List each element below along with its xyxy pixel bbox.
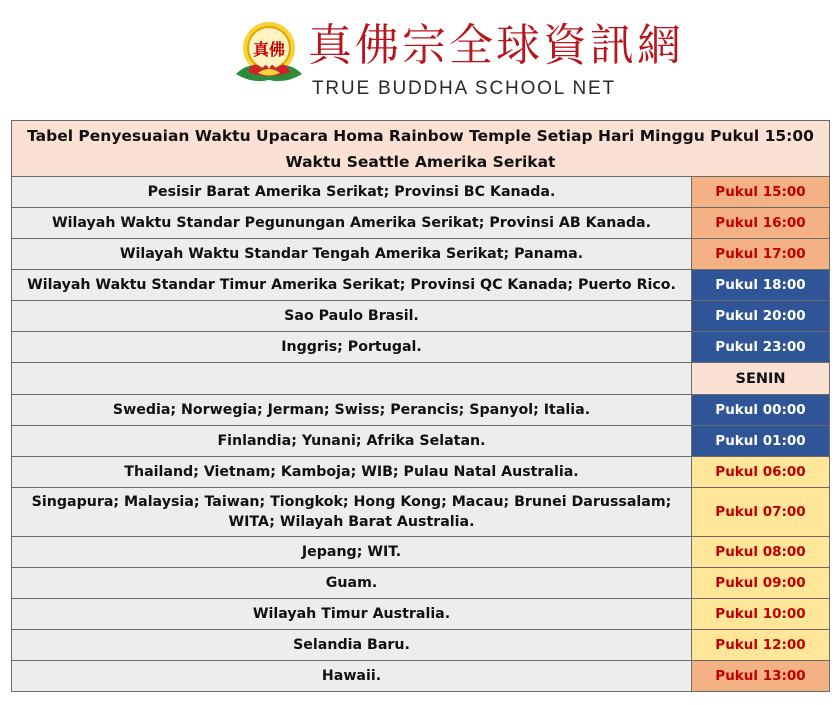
location-cell: Hawaii. — [12, 661, 692, 692]
location-cell: Wilayah Waktu Standar Tengah Amerika Serikat; Panama. — [12, 239, 692, 270]
time-cell: Pukul 01:00 — [692, 426, 830, 457]
schedule-table-container — [11, 120, 829, 692]
time-cell: Pukul 16:00 — [692, 208, 830, 239]
time-cell: Pukul 23:00 — [692, 332, 830, 363]
location-cell: Jepang; WIT. — [12, 537, 692, 568]
table-row — [12, 568, 830, 599]
location-cell: Thailand; Vietnam; Kamboja; WIB; Pulau Natal Australia. — [12, 457, 692, 488]
time-cell: Pukul 00:00 — [692, 395, 830, 426]
time-cell: Pukul 06:00 — [692, 457, 830, 488]
table-row — [12, 395, 830, 426]
time-cell: Pukul 20:00 — [692, 301, 830, 332]
day-separator-row — [12, 363, 830, 395]
svg-text:真佛: 真佛 — [252, 40, 286, 59]
table-row — [12, 426, 830, 457]
time-cell: Pukul 18:00 — [692, 270, 830, 301]
location-cell: Guam. — [12, 568, 692, 599]
table-row — [12, 177, 830, 208]
site-title-english: TRUE BUDDHA SCHOOL NET — [312, 78, 616, 99]
location-cell: Wilayah Waktu Standar Pegunungan Amerika Serikat; Provinsi AB Kanada. — [12, 208, 692, 239]
time-cell: Pukul 07:00 — [692, 488, 830, 537]
location-cell: Finlandia; Yunani; Afrika Selatan. — [12, 426, 692, 457]
table-row — [12, 239, 830, 270]
location-cell: Inggris; Portugal. — [12, 332, 692, 363]
schedule-table — [11, 120, 830, 692]
table-row — [12, 332, 830, 363]
table-row — [12, 661, 830, 692]
location-cell: Wilayah Timur Australia. — [12, 599, 692, 630]
time-cell: Pukul 10:00 — [692, 599, 830, 630]
table-row — [12, 599, 830, 630]
time-cell: Pukul 12:00 — [692, 630, 830, 661]
table-row — [12, 457, 830, 488]
lotus-emblem-icon — [232, 18, 306, 92]
table-row — [12, 488, 830, 537]
location-cell: Pesisir Barat Amerika Serikat; Provinsi BC Kanada. — [12, 177, 692, 208]
table-row — [12, 208, 830, 239]
site-title-chinese: 真佛宗全球資訊網 — [308, 20, 684, 71]
location-cell: Sao Paulo Brasil. — [12, 301, 692, 332]
table-title-row — [12, 121, 830, 177]
day-label: SENIN — [692, 363, 830, 395]
site-header — [0, 0, 837, 118]
table-row — [12, 270, 830, 301]
time-cell: Pukul 17:00 — [692, 239, 830, 270]
table-title: Tabel Penyesuaian Waktu Upacara Homa Rainbow Temple Setiap Hari Minggu Pukul 15:00 Waktu Seattle Amerika Serikat — [12, 121, 830, 177]
table-row — [12, 301, 830, 332]
time-cell: Pukul 15:00 — [692, 177, 830, 208]
location-cell: Selandia Baru. — [12, 630, 692, 661]
table-row — [12, 537, 830, 568]
time-cell: Pukul 09:00 — [692, 568, 830, 599]
time-cell: Pukul 08:00 — [692, 537, 830, 568]
table-row — [12, 630, 830, 661]
location-cell: Swedia; Norwegia; Jerman; Swiss; Perancis; Spanyol; Italia. — [12, 395, 692, 426]
time-cell: Pukul 13:00 — [692, 661, 830, 692]
location-cell: Singapura; Malaysia; Taiwan; Tiongkok; Hong Kong; Macau; Brunei Darussalam; WITA; Wilayah Barat Australia. — [12, 488, 692, 537]
location-cell: Wilayah Waktu Standar Timur Amerika Serikat; Provinsi QC Kanada; Puerto Rico. — [12, 270, 692, 301]
empty-cell — [12, 363, 692, 395]
